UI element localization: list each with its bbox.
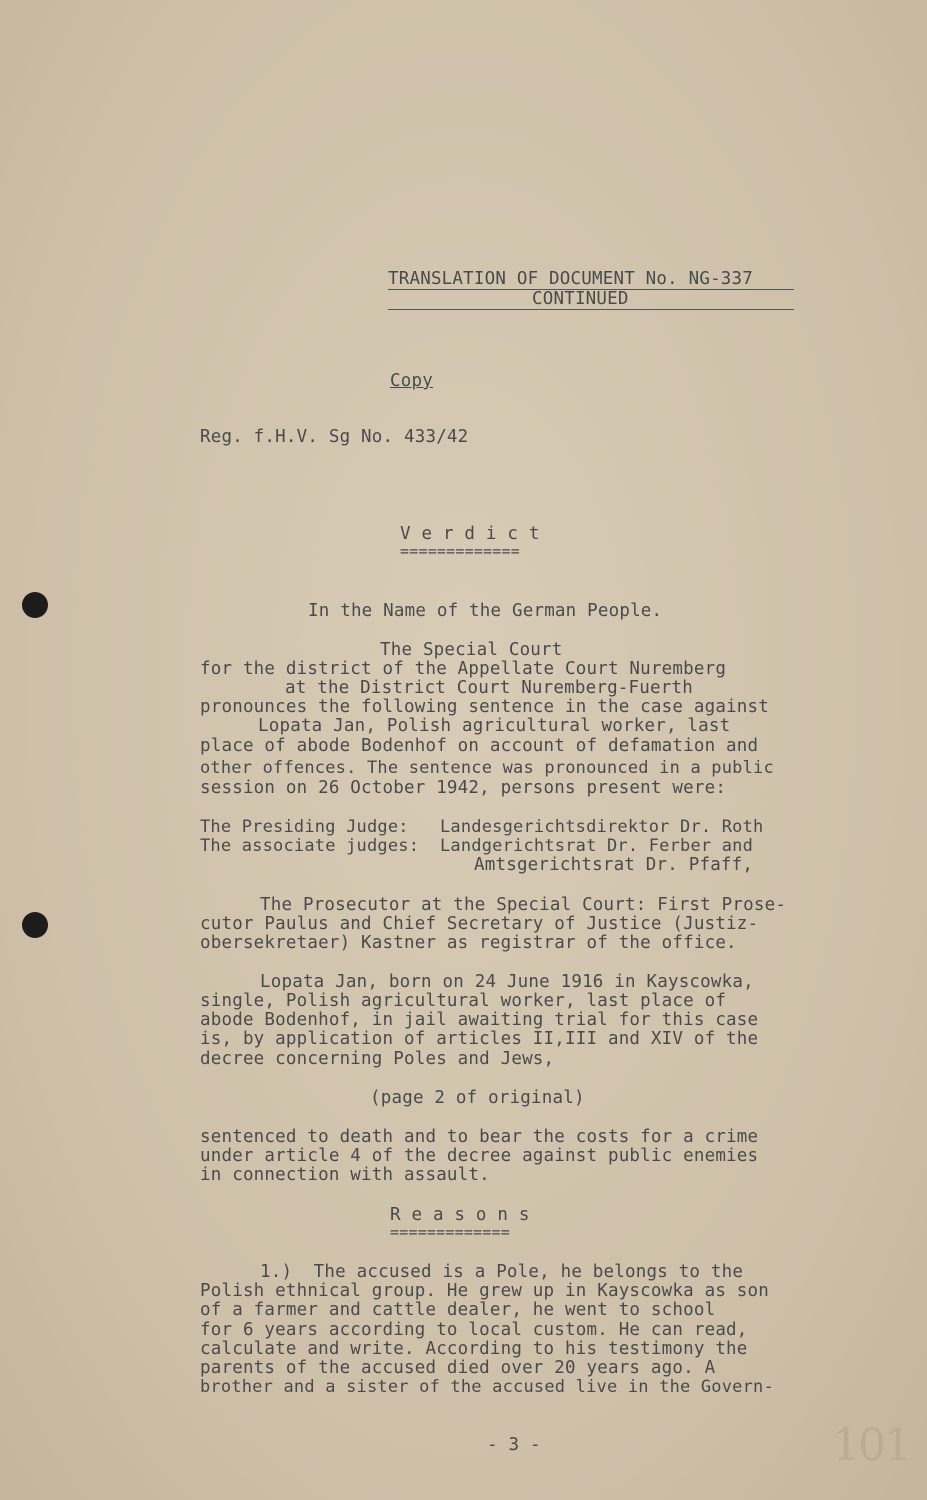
text-line: under article 4 of the decree against public enemies bbox=[200, 1146, 759, 1166]
text-line: In the Name of the German People. bbox=[308, 601, 663, 621]
text-line: for 6 years according to local custom. He can read, bbox=[200, 1320, 748, 1340]
header-rule bbox=[388, 309, 794, 310]
text-line: in connection with assault. bbox=[200, 1165, 490, 1185]
document-title: V e r d i c t bbox=[400, 524, 540, 544]
text-line: Polish ethnical group. He grew up in Kayscowka as son bbox=[200, 1281, 770, 1301]
text-line: single, Polish agricultural worker, last place of bbox=[200, 991, 727, 1011]
associate-judges-line: The associate judges: Landgerichtsrat Dr. Ferber and bbox=[200, 836, 754, 856]
registration-number: Reg. f.H.V. Sg No. 433/42 bbox=[200, 427, 469, 447]
text-line: is, by application of articles II,III and XIV of the bbox=[200, 1029, 759, 1049]
text-line: abode Bodenhof, in jail awaiting trial for this case bbox=[200, 1010, 759, 1030]
text-line: calculate and write. According to his testimony the bbox=[200, 1339, 748, 1359]
text-line: decree concerning Poles and Jews, bbox=[200, 1049, 555, 1069]
text-line: Lopata Jan, Polish agricultural worker, last bbox=[258, 716, 731, 736]
text-line: of a farmer and cattle dealer, he went to school bbox=[200, 1300, 716, 1320]
text-line: 1.) The accused is a Pole, he belongs to the bbox=[260, 1262, 744, 1282]
text-line: cutor Paulus and Chief Secretary of Justice (Justiz- bbox=[200, 914, 759, 934]
text-line: for the district of the Appellate Court Nuremberg bbox=[200, 659, 727, 679]
header-line-2: CONTINUED bbox=[532, 289, 629, 309]
text-line: The Prosecutor at the Special Court: First Prose- bbox=[260, 895, 787, 915]
page-reference: (page 2 of original) bbox=[370, 1088, 585, 1108]
copy-label: Copy bbox=[390, 371, 433, 391]
text-line: session on 26 October 1942, persons present were: bbox=[200, 778, 727, 798]
text-line: parents of the accused died over 20 years ago. A bbox=[200, 1358, 716, 1378]
text-line: sentenced to death and to bear the costs for a crime bbox=[200, 1127, 759, 1147]
reasons-underline: ============= bbox=[390, 1223, 510, 1241]
title-underline: ============= bbox=[400, 542, 520, 560]
text-line: brother and a sister of the accused live in the Govern- bbox=[200, 1377, 774, 1397]
text-line: obersekretaer) Kastner as registrar of the office. bbox=[200, 933, 737, 953]
presiding-judge-line: The Presiding Judge: Landesgerichtsdirektor Dr. Roth bbox=[200, 817, 764, 837]
text-line: place of abode Bodenhof on account of defamation and bbox=[200, 736, 759, 756]
text-line: other offences. The sentence was pronounced in a public bbox=[200, 758, 774, 778]
text-line: Lopata Jan, born on 24 June 1916 in Kayscowka, bbox=[260, 972, 754, 992]
text-line: at the District Court Nuremberg-Fuerth bbox=[285, 678, 693, 698]
punch-hole bbox=[22, 912, 48, 938]
header-line-1: TRANSLATION OF DOCUMENT No. NG-337 bbox=[388, 269, 754, 289]
text-line: pronounces the following sentence in the case against bbox=[200, 697, 770, 717]
page-number: - 3 - bbox=[487, 1435, 541, 1455]
punch-hole bbox=[22, 592, 48, 618]
text-line: Amtsgerichtsrat Dr. Pfaff, bbox=[474, 855, 754, 875]
text-line: The Special Court bbox=[380, 640, 563, 660]
section-title-reasons: R e a s o n s bbox=[390, 1205, 530, 1225]
margin-mark: 101 bbox=[832, 1420, 910, 1471]
